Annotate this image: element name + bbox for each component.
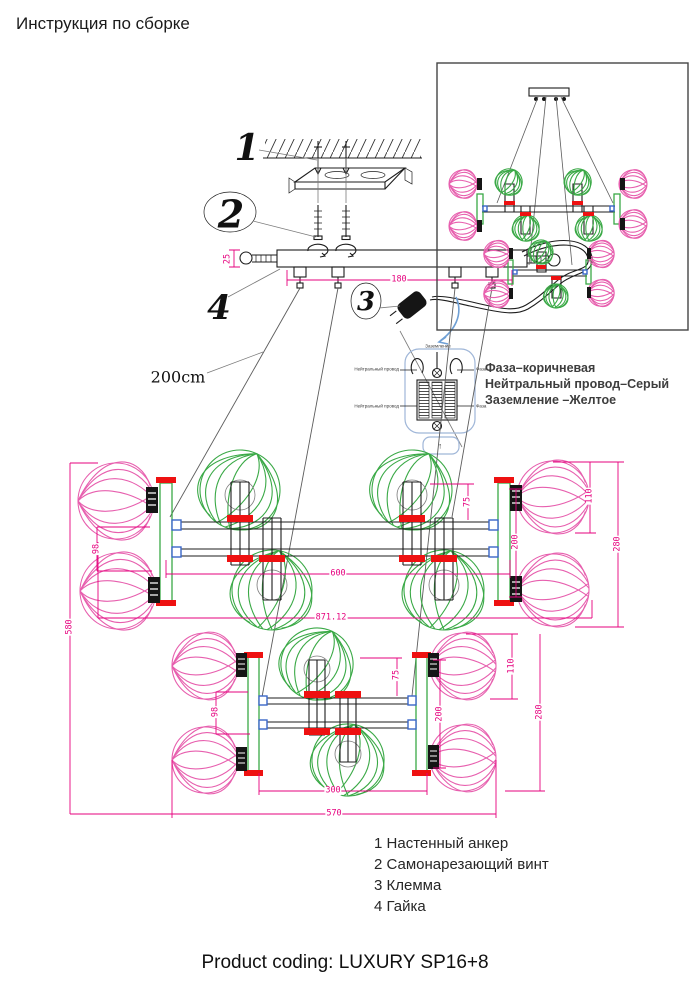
glass-sphere — [588, 279, 614, 306]
legend-item-anchor — [374, 833, 549, 854]
terminal-top-label: Заземление — [425, 343, 451, 349]
glass-sphere — [542, 282, 570, 310]
dim-bracket-height: 25 — [222, 253, 233, 265]
wiring-line-neutral: Нейтральный провод–Серый — [485, 377, 670, 391]
inset-canopy — [529, 88, 569, 101]
glass-sphere — [78, 462, 154, 540]
dim-upper-tier-height: 280 — [612, 536, 623, 552]
callout-screw-number: 2 — [217, 191, 245, 237]
callout-anchor-number: 1 — [234, 127, 260, 169]
power-plug-icon — [388, 289, 429, 327]
wiring-note — [485, 360, 669, 408]
upper-dimension-lines — [70, 462, 624, 814]
dim-upper-overall-height: 580 — [64, 619, 75, 635]
legend-item-screw — [374, 854, 549, 875]
legend-label: Клемма — [386, 877, 442, 894]
glass-sphere — [491, 164, 527, 199]
terminal-bottom-arrow-icon: ↑ — [438, 441, 442, 451]
legend-label: Самонарезающий винт — [386, 856, 549, 873]
glass-sphere — [449, 170, 477, 199]
glass-sphere — [588, 240, 614, 267]
dim-lower-sphere-diameter: 110 — [506, 658, 517, 674]
dim-upper-hub-height: 98 — [91, 543, 102, 555]
terminal-left-label-2: Нейтральный провод — [354, 403, 399, 409]
legend-item-nut — [374, 896, 549, 917]
dim-upper-overall-width: 871.12 — [315, 612, 347, 623]
page-title: Инструкция по сборке — [16, 14, 190, 33]
legend-num: 2 — [374, 856, 383, 873]
terminal-right-label-2: Фаза — [476, 403, 487, 409]
dim-upper-sphere-spacing: 200 — [510, 534, 521, 550]
glass-sphere — [517, 460, 589, 534]
glass-sphere — [517, 553, 589, 627]
glass-sphere — [510, 213, 541, 244]
legend-num: 4 — [374, 898, 383, 915]
product-coding: Product coding: LUXURY SP16+8 — [201, 952, 489, 973]
legend-label: Гайка — [386, 898, 426, 915]
dim-lower-sphere-spacing: 200 — [434, 706, 445, 722]
dim-bracket-spacing: 180 — [391, 274, 407, 285]
wiring-line-phase: Фаза–коричневая — [485, 361, 596, 375]
legend-label: Настенный анкер — [386, 835, 509, 852]
inset-assembled-view — [437, 63, 688, 330]
callout-3-leader — [379, 306, 400, 308]
callout-2-leader — [253, 221, 316, 237]
glass-sphere — [172, 632, 238, 700]
glass-sphere — [484, 240, 510, 267]
blue-arrow-icon — [439, 297, 459, 344]
dim-lower-hub-height: 98 — [210, 706, 221, 718]
self-tapping-screw-icon — [308, 158, 356, 257]
glass-sphere — [573, 213, 604, 244]
sphere-post-icons — [231, 482, 453, 600]
legend-item-terminal — [374, 875, 549, 896]
cable-length-label: 200cm — [150, 367, 206, 387]
lower-tier-drawing — [172, 612, 545, 818]
wiring-line-ground: Заземление –Желтое — [485, 393, 617, 407]
dim-upper-bar-length: 600 — [330, 568, 346, 579]
callout-terminal-number: 3 — [356, 287, 376, 317]
legend-num: 1 — [374, 835, 383, 852]
legend-num: 3 — [374, 877, 383, 894]
upper-tier-drawing — [70, 436, 624, 814]
terminal-right-label-1: Фаза — [476, 366, 487, 372]
dim-lower-overall-width: 570 — [326, 808, 342, 819]
dim-lower-arm-drop: 75 — [391, 669, 402, 681]
callout-4-leader — [228, 269, 280, 297]
glass-sphere — [449, 212, 477, 241]
terminal-block-detail — [400, 331, 475, 454]
glass-sphere — [172, 726, 238, 794]
dim-lower-tier-height: 280 — [534, 704, 545, 720]
mounting-bracket — [289, 168, 412, 193]
callout-nut-number: 4 — [207, 288, 231, 328]
dim-upper-arm-drop: 75 — [462, 496, 473, 508]
dim-lower-bar-length: 300 — [325, 785, 341, 796]
glass-sphere — [484, 280, 510, 307]
dim-upper-sphere-diameter: 110 — [584, 488, 595, 504]
terminal-left-label-1: Нейтральный провод — [354, 366, 399, 372]
parts-legend — [374, 833, 549, 917]
